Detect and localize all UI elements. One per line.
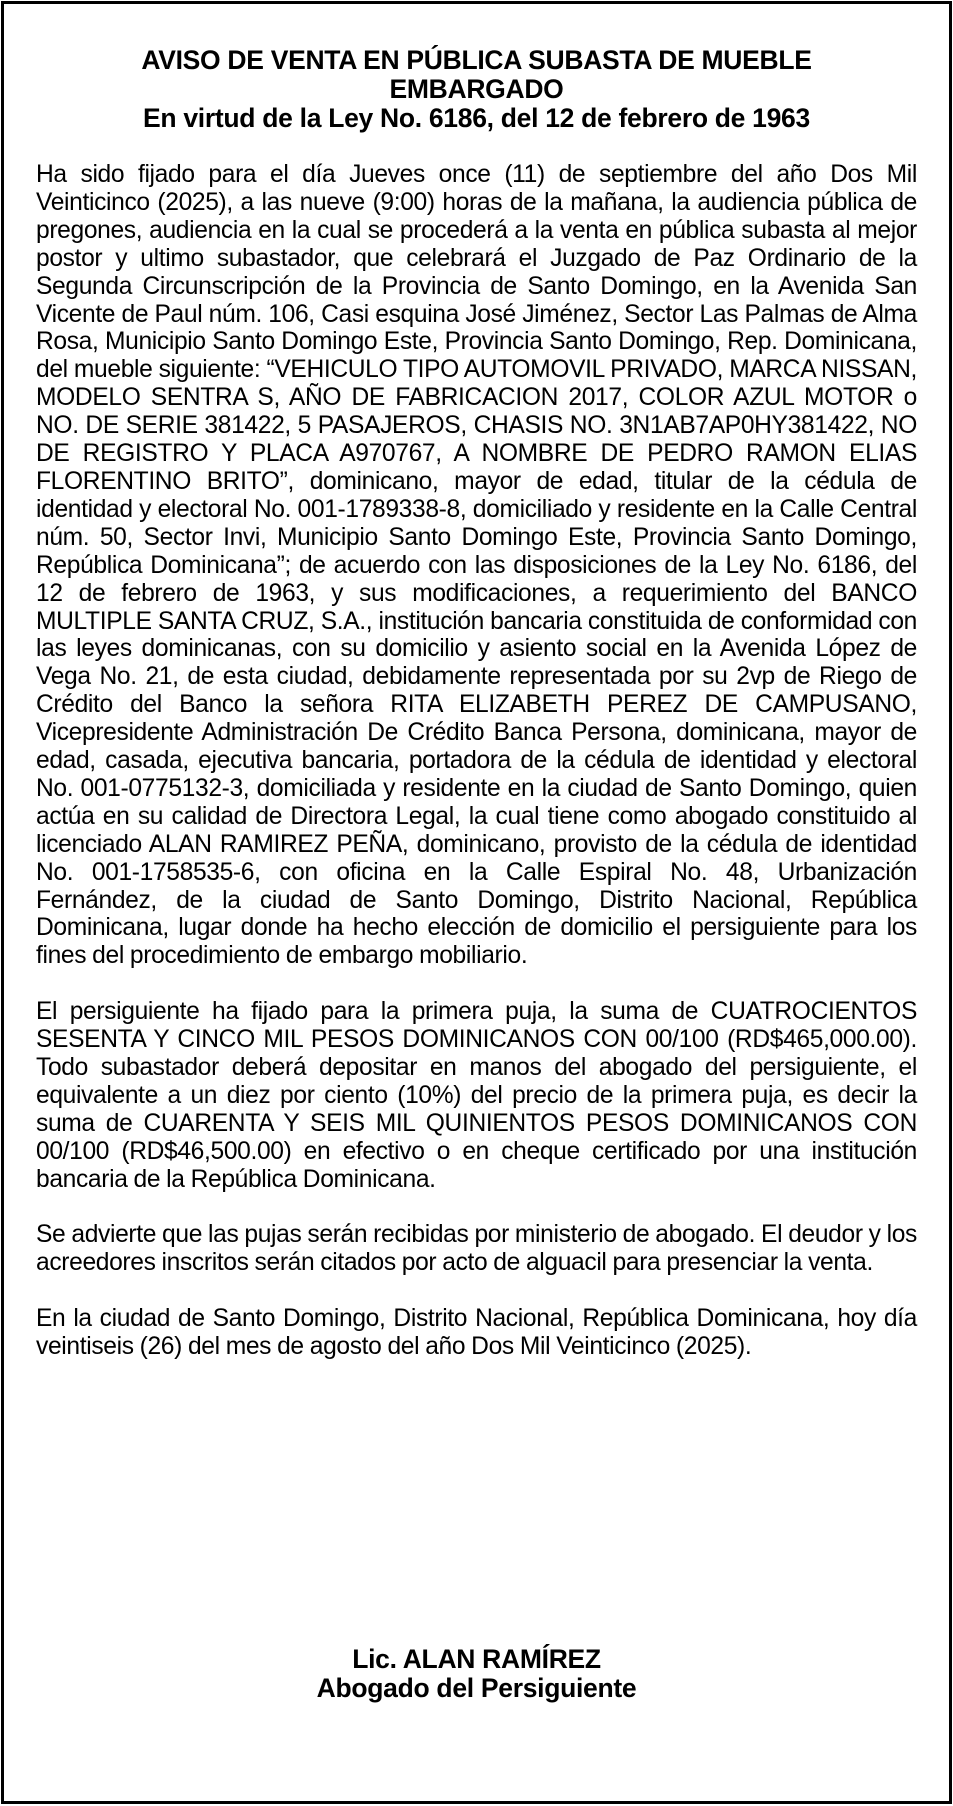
paragraph-date-place: En la ciudad de Santo Domingo, Distrito Nacional, República Dominicana, hoy día veintiseis (26) del mes de agosto del año Dos Mil Veinticinco (2025). — [36, 1305, 917, 1361]
signatory-role: Abogado del Persiguiente — [316, 1673, 637, 1703]
paragraph-first-bid: El persiguiente ha fijado para la primera puja, la suma de CUATROCIENTOS SESENTA Y CINCO MIL PESOS DOMINICANOS CON 00/100 (RD$465,000.00). Todo subastador deberá depositar en manos del abogado del persiguiente, el equivalente a un diez por ciento (10%) del precio de la primera puja, es decir la suma de CUARENTA Y SEIS MIL QUINIENTOS PESOS DOMINICANOS CON 00/100 (RD$46,500.00) en efectivo o en cheque certificado por una institución bancaria de la República Dominicana. — [36, 998, 917, 1193]
paragraph-bidding-notice: Se advierte que las pujas serán recibidas por ministerio de abogado. El deudor y los acreedores inscritos serán citados por acto de alguacil para presenciar la venta. — [36, 1221, 917, 1277]
notice-header — [44, 46, 909, 133]
signature-block — [44, 1645, 909, 1703]
notice-body — [36, 161, 917, 1389]
notice-title: AVISO DE VENTA EN PÚBLICA SUBASTA DE MUEBLE — [141, 45, 812, 75]
notice-title-continued: EMBARGADO — [389, 74, 564, 104]
notice-subtitle: En virtud de la Ley No. 6186, del 12 de febrero de 1963 — [143, 103, 810, 133]
signatory-name: Lic. ALAN RAMÍREZ — [352, 1644, 601, 1674]
paragraph-hearing-details: Ha sido fijado para el día Jueves once (11) de septiembre del año Dos Mil Veinticinco (2025), a las nueve (9:00) horas de la mañana, la audiencia pública de pregones, audiencia en la cual se procederá a la venta en pública subasta al mejor postor y ultimo subastador, que celebrará el Juzgado de Paz Ordinario de la Segunda Circunscripción de la Provincia de Santo Domingo, en la Avenida San Vicente de Paul núm. 106, Casi esquina José Jiménez, Sector Las Palmas de Alma Rosa, Municipio Santo Domingo Este, Provincia Santo Domingo, Rep. Dominicana, del mueble siguiente: “VEHICULO TIPO AUTOMOVIL PRIVADO, MARCA NISSAN, MODELO SENTRA S, AÑO DE FABRICACION 2017, COLOR AZUL MOTOR o NO. DE SERIE 381422, 5 PASAJEROS, CHASIS NO. 3N1AB7AP0HY381422, NO DE REGISTRO Y PLACA A970767, A NOMBRE DE PEDRO RAMON ELIAS FLORENTINO BRITO”, dominicano, mayor de edad, titular de la cédula de identidad y electoral No. 001-1789338-8, domiciliado y residente en la Calle Central núm. 50, Sector Invi, Municipio Santo Domingo Este, Provincia Santo Domingo, República Dominicana”; de acuerdo con las disposiciones de la Ley No. 6186, del 12 de febrero de 1963, y sus modificaciones, a requerimiento del BANCO MULTIPLE SANTA CRUZ, S.A., institución bancaria constituida de conformidad con las leyes dominicanas, con su domicilio y asiento social en la Avenida López de Vega No. 21, de esta ciudad, debidamente representada por su 2vp de Riego de Crédito del Banco la señora RITA ELIZABETH PEREZ DE CAMPUSANO, Vicepresidente Administración De Crédito Banca Persona, dominicana, mayor de edad, casada, ejecutiva bancaria, portadora de la cédula de identidad y electoral No. 001-0775132-3, domiciliada y residente en la ciudad de Santo Domingo, quien actúa en su calidad de Directora Legal, la cual tiene como abogado constituido al licenciado ALAN RAMIREZ PEÑA, dominicano, provisto de la cédula de identidad No. 001-1758535-6, con oficina en la Calle Espiral No. 48, Urbanización Fernández, de la ciudad de Santo Domingo, Distrito Nacional, República Dominicana, lugar donde ha hecho elección de domicilio el persiguiente para los fines del procedimiento de embargo mobiliario. — [36, 161, 917, 970]
legal-notice — [1, 1, 952, 1804]
